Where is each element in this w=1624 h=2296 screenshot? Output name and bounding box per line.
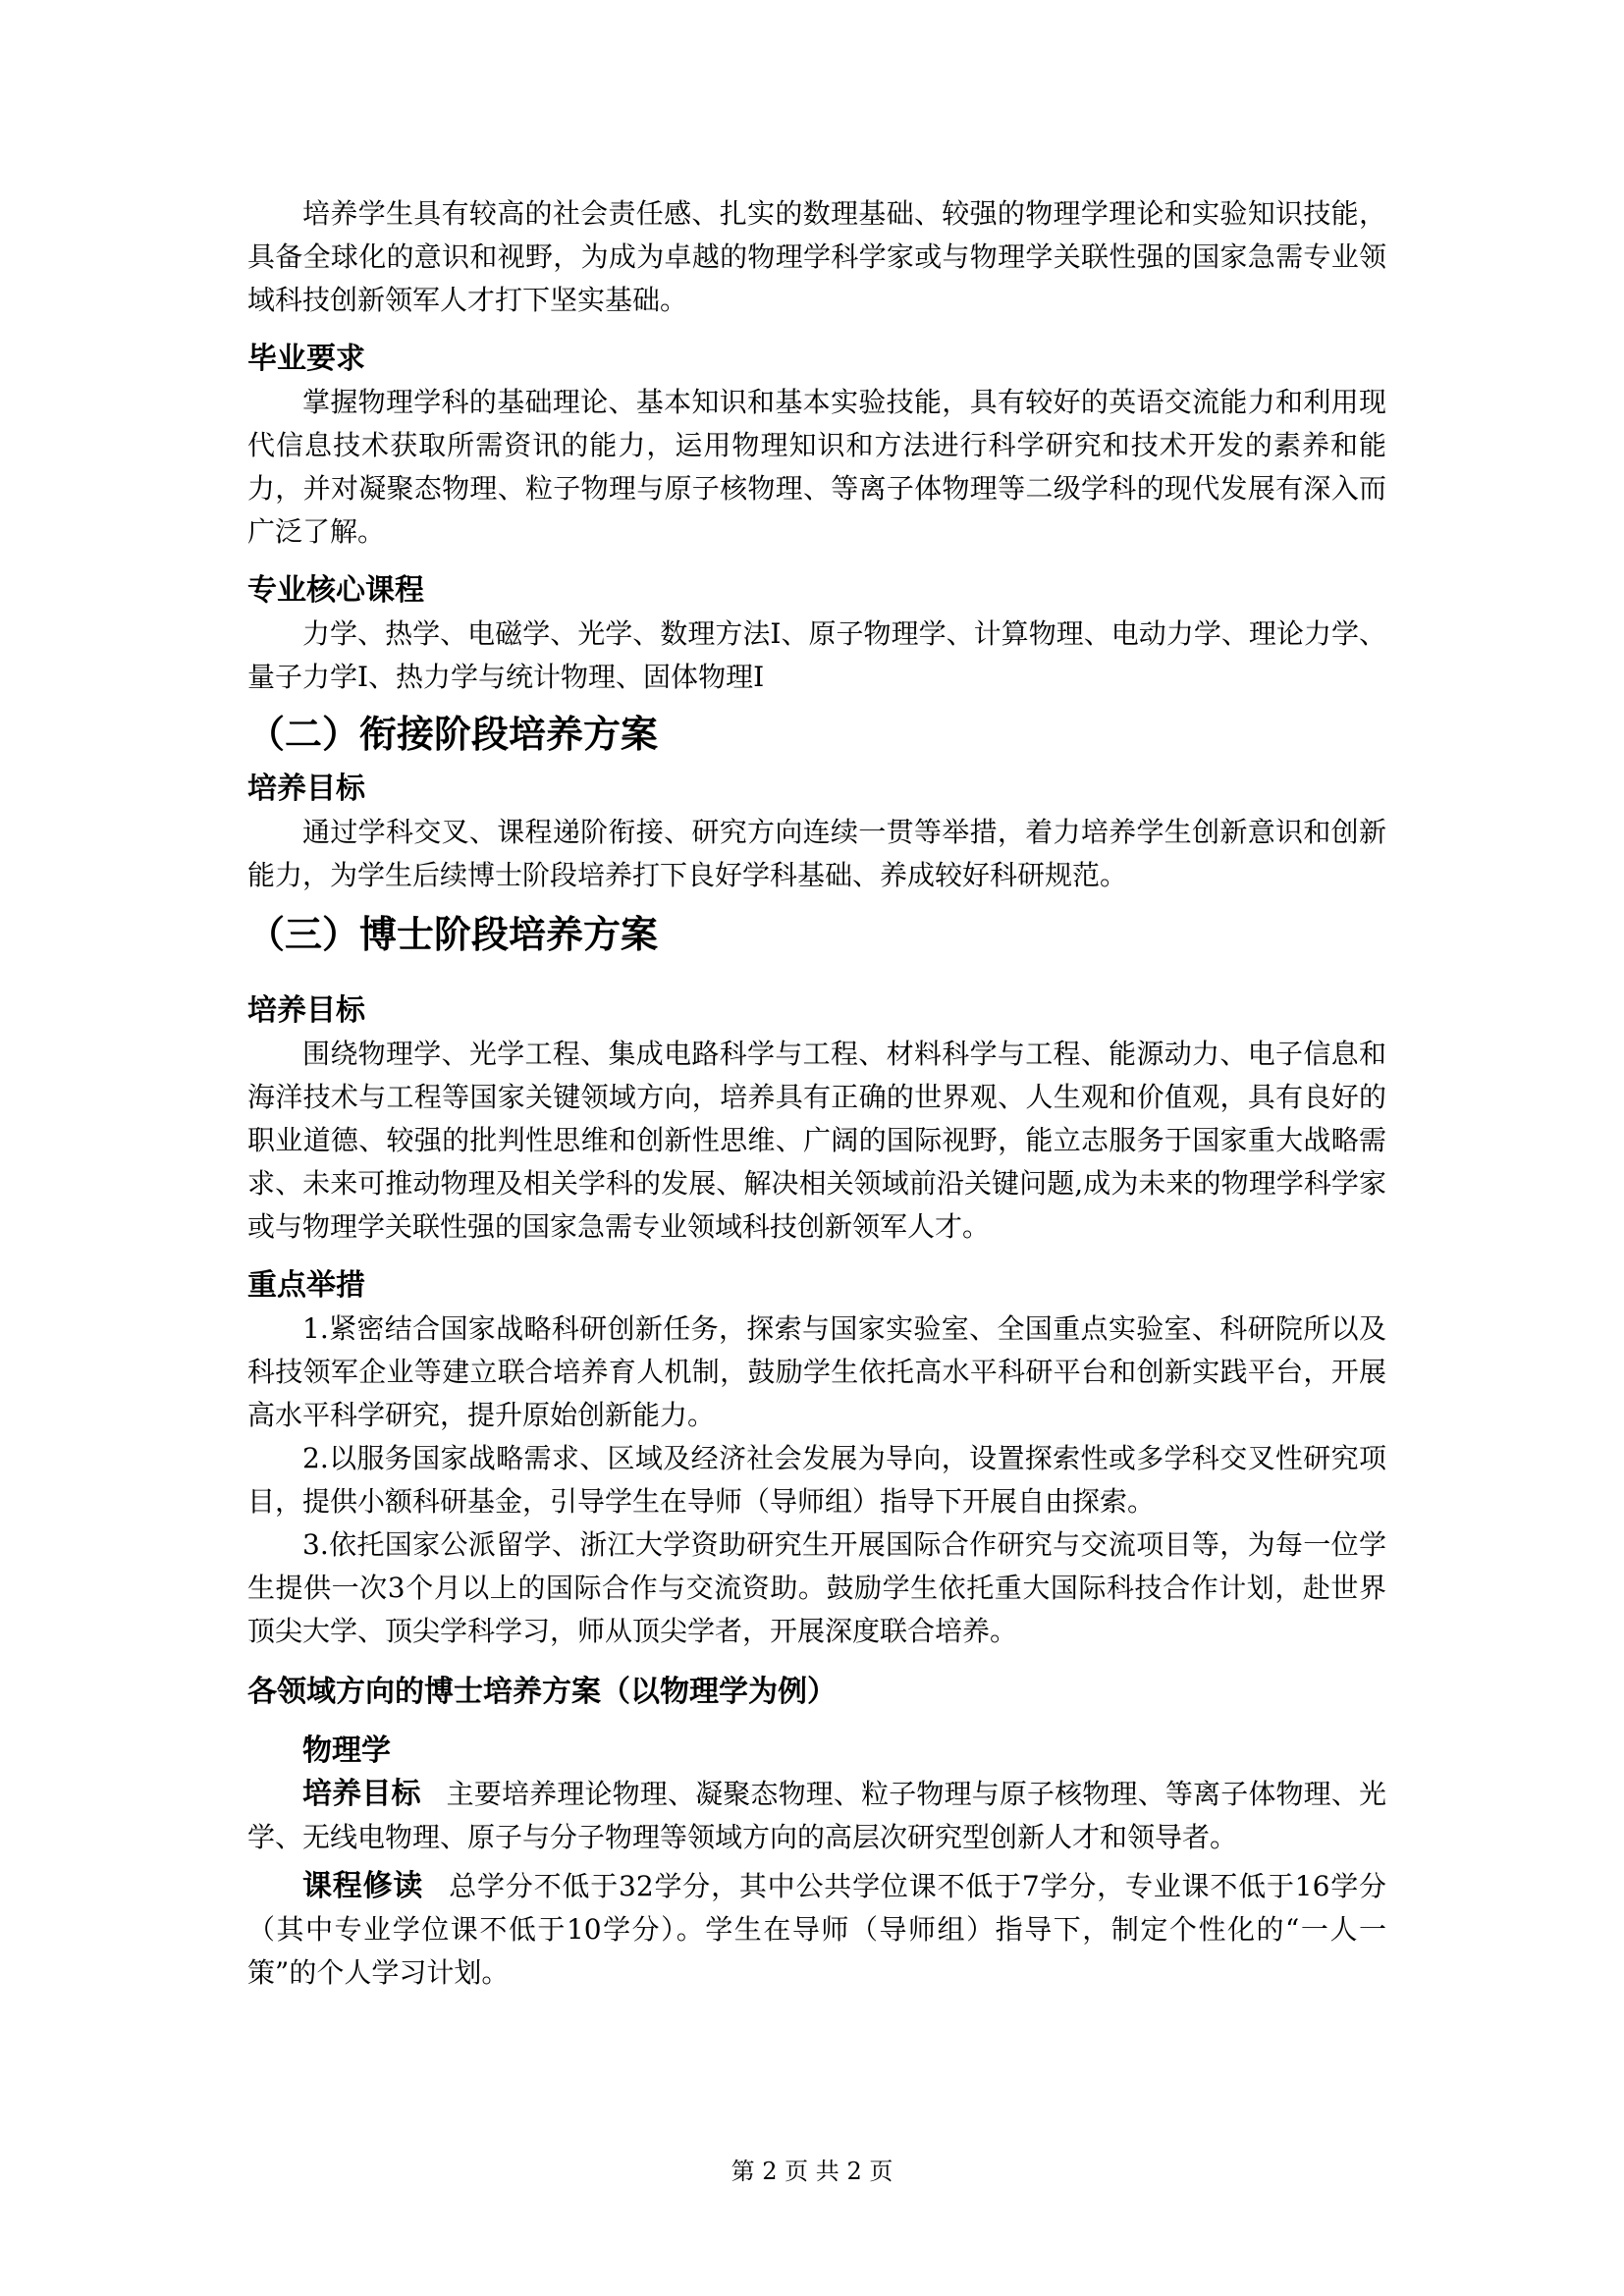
field-goal-text: 主要培养理论物理、凝聚态物理、粒子物理与原子核物理、等离子体物理、光学、无线电物理、原子与分子物理等领域方向的高层次研究型创新人才和领导者。: [247, 1778, 1386, 1853]
course-label: 课程修读: [302, 1869, 424, 1903]
measure-item: 2.以服务国家战略需求、区域及经济社会发展为导向，设置探索性或多学科交叉性研究项目，提供小额科研基金，引导学生在导师（导师组）指导下开展自由探索。: [247, 1442, 1386, 1518]
page-footer: 第 2 页 共 2 页: [731, 2158, 893, 2185]
field-name: 物理学: [302, 1734, 391, 1768]
document-page: [247, 192, 1386, 1995]
graduation-heading: 毕业要求: [247, 342, 365, 376]
measure-item: 3.依托国家公派留学、浙江大学资助研究生开展国际合作研究与交流项目等，为每一位学生提供一次3个月以上的国际合作与交流资助。鼓励学生依托重大国际科技合作计划，赴世界顶尖大学、顶尖学科学习，师从顶尖学者，开展深度联合培养。: [247, 1528, 1386, 1647]
section3-goal-paragraph: 围绕物理学、光学工程、集成电路科学与工程、材料科学与工程、能源动力、电子信息和海洋技术与工程等国家关键领域方向，培养具有正确的世界观、人生观和价值观，具有良好的职业道德、较强的批判性思维和创新性思维、广阔的国际视野，能立志服务于国家重大战略需求、未来可推动物理及相关学科的发展、解决相关领域前沿关键问题,成为未来的物理学科学家或与物理学关联性强的国家急需专业领域科技创新领军人才。: [247, 1038, 1386, 1243]
course-text: 总学分不低于32学分，其中公共学位课不低于7学分，专业课不低于16学分（其中专业学位课不低于10学分）。学生在导师（导师组）指导下，制定个性化的“一人一策”的个人学习计划。: [247, 1870, 1387, 1989]
course-paragraph: [247, 1865, 1386, 1995]
measure-item: 1.紧密结合国家战略科研创新任务，探索与国家实验室、全国重点实验室、科研院所以及科技领军企业等建立联合培养育人机制，鼓励学生依托高水平科研平台和创新实践平台，开展高水平科学研究，提升原始创新能力。: [247, 1312, 1386, 1431]
core-courses-heading: 专业核心课程: [247, 573, 424, 608]
field-goal-label: 培养目标: [302, 1777, 421, 1811]
measures-heading: 重点举措: [247, 1268, 365, 1303]
phd-program-heading: 各领域方向的博士培养方案（以物理学为例）: [247, 1675, 837, 1709]
field-goal-paragraph: [247, 1773, 1386, 1859]
section2-heading: （二）衔接阶段培养方案: [247, 713, 659, 756]
intro-paragraph: 培养学生具有较高的社会责任感、扎实的数理基础、较强的物理学理论和实验知识技能，具备全球化的意识和视野，为成为卓越的物理学科学家或与物理学关联性强的国家急需专业领域科技创新领军人才打下坚实基础。: [247, 197, 1386, 316]
graduation-paragraph: 掌握物理学科的基础理论、基本知识和基本实验技能，具有较好的英语交流能力和利用现代信息技术获取所需资讯的能力，运用物理知识和方法进行科学研究和技术开发的素养和能力，并对凝聚态物理、粒子物理与原子核物理、等离子体物理等二级学科的现代发展有深入而广泛了解。: [247, 386, 1386, 548]
section2-goal-paragraph: 通过学科交叉、课程递阶衔接、研究方向连续一贯等举措，着力培养学生创新意识和创新能力，为学生后续博士阶段培养打下良好学科基础、养成较好科研规范。: [247, 816, 1386, 891]
section3-goal-heading: 培养目标: [247, 993, 365, 1028]
section3-heading: （三）博士阶段培养方案: [247, 913, 659, 956]
core-courses-paragraph: 力学、热学、电磁学、光学、数理方法Ⅰ、原子物理学、计算物理、电动力学、理论力学、量子力学Ⅰ、热力学与统计物理、固体物理Ⅰ: [247, 617, 1386, 693]
section2-goal-heading: 培养目标: [247, 772, 365, 806]
